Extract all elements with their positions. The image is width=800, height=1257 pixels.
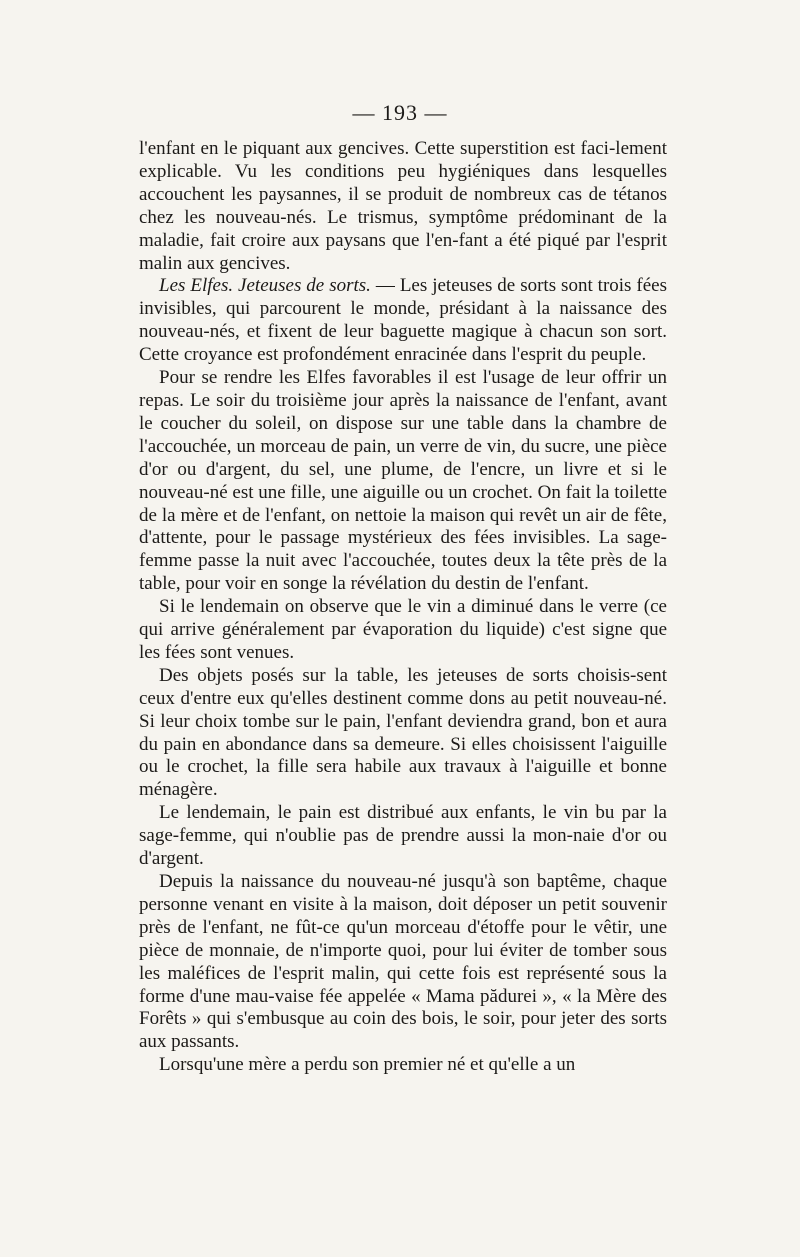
- paragraph: l'enfant en le piquant aux gencives. Cette superstition est faci-lement explicable. Vu les conditions peu hygiéniques dans lesquelles accouchent les paysannes, il se produit de nombreux cas de tétanos chez les nouveau-nés. Le trismus, symptôme prédominant de la maladie, fait croire aux paysans que l'en-fant a été piqué par l'esprit malin aux gencives.: [139, 138, 667, 274]
- paragraph: [139, 275, 667, 367]
- paragraph: Pour se rendre les Elfes favorables il est l'usage de leur offrir un repas. Le soir du troisième jour après la naissance de l'enfant, avant le coucher du soleil, on dispose sur une table dans la chambre de l'accouchée, un morceau de pain, un verre de vin, du sucre, une pièce d'or ou d'argent, du sel, une plume, de l'encre, un livre et si le nouveau-né est une fille, une aiguille ou un crochet. On fait la toilette de la mère et de l'enfant, on nettoie la maison qui revêt un air de fête, d'attente, pour le passage mystérieux des fées invisibles. La sage-femme passe la nuit avec l'accouchée, toutes deux la tête près de la table, pour voir en songe la révélation du destin de l'enfant.: [139, 367, 667, 595]
- paragraph: Le lendemain, le pain est distribué aux enfants, le vin bu par la sage-femme, qui n'oublie pas de prendre aussi la mon-naie d'or ou d'argent.: [139, 802, 667, 870]
- paragraph: Lorsqu'une mère a perdu son premier né et qu'elle a un: [159, 1054, 576, 1076]
- paragraph: Si le lendemain on observe que le vin a diminué dans le verre (ce qui arrive généralement par évaporation du liquide) c'est signe que les fées sont venues.: [139, 596, 667, 663]
- paragraph: Des objets posés sur la table, les jeteuses de sorts choisis-sent ceux d'entre eux qu'elles destinent comme dons au petit nouveau-né. Si leur choix tombe sur le pain, l'enfant deviendra grand, bon et aura du pain en abondance dans sa demeure. Si elles choisissent l'aiguille ou le crochet, la fille sera habile aux travaux à l'aiguille et bonne ménagère.: [139, 664, 667, 801]
- paragraph: Depuis la naissance du nouveau-né jusqu'à son baptême, chaque personne venant en visite à la maison, doit déposer un petit souvenir près de l'enfant, ne fût-ce qu'un morceau d'étoffe pour le vêtir, une pièce de monnaie, de n'importe quoi, pour lui éviter de tomber sous les maléfices de l'esprit malin, qui cette fois est représenté sous la forme d'une mau-vaise fée appelée « Mama pădurei », « la Mère des Forêts » qui s'embusque au coin des bois, le soir, pour jeter des sorts aux passants.: [139, 871, 667, 1053]
- page-number: — 193 —: [352, 100, 448, 125]
- paragraph-text: — Les jeteuses de sorts sont trois fées invisibles, qui parcourent le monde, présidant à la naissance des nouveau-nés, et fixent de leur baguette magique à chacun son sort. Cette croyance est profondément enracinée dans l'esprit du peuple.: [139, 275, 667, 366]
- body-text: [139, 138, 667, 1077]
- section-heading: Les Elfes. Jeteuses de sorts.: [159, 275, 371, 297]
